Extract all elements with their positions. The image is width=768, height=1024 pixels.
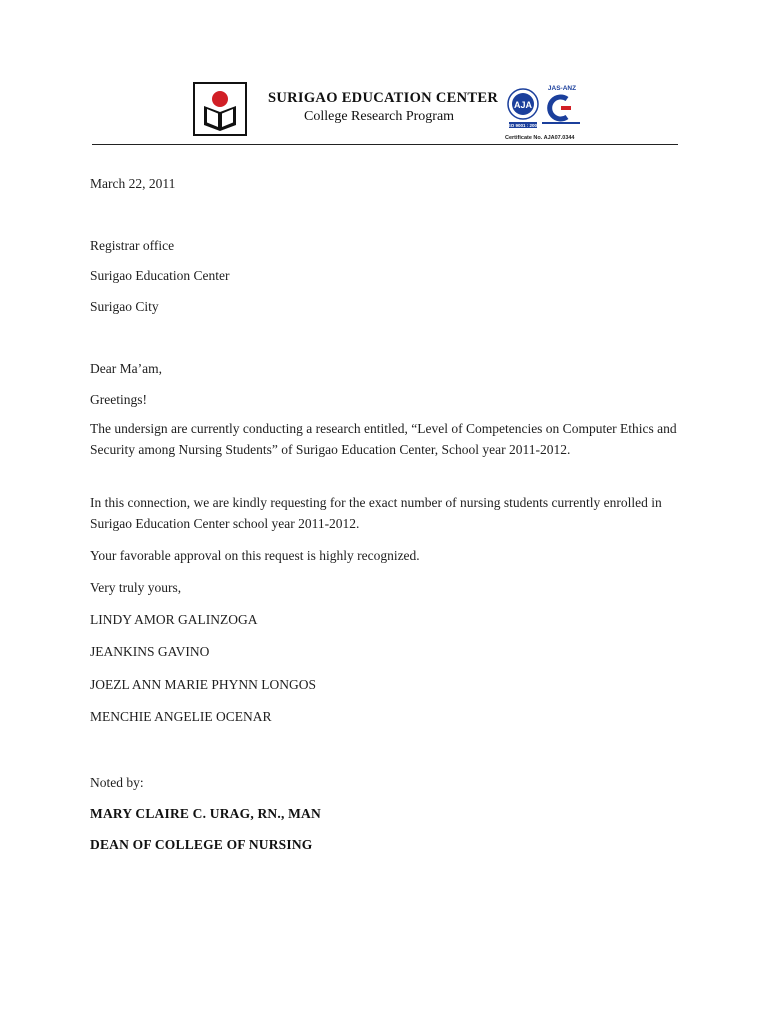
svg-text:JAS-ANZ: JAS-ANZ [547, 85, 577, 92]
iso-certification-icon [505, 82, 585, 136]
closing: Very truly yours, [90, 580, 182, 595]
greeting: Greetings! [90, 392, 147, 407]
salutation: Dear Ma’am, [90, 361, 162, 376]
program-name: College Research Program [304, 109, 455, 124]
svg-text:AJA: AJA [513, 100, 533, 110]
svg-text:ISO 9001 : 2008: ISO 9001 : 2008 [506, 123, 540, 128]
certificate-number: Certificate No. AJA07.0344 [505, 135, 575, 141]
school-logo-emblem-icon [195, 84, 245, 134]
signatory-4: MENCHIE ANGELIE OCENAR [90, 709, 272, 724]
noted-by-title: DEAN OF COLLEGE OF NURSING [90, 837, 313, 852]
body-paragraph-2: In this connection, we are kindly requesting for the exact number of nursing students currently enrolled in Surigao Education Center school year 2011-2012. [90, 495, 662, 531]
letter-date: March 22, 2011 [90, 176, 176, 191]
recipient-line-1: Registrar office [90, 238, 175, 253]
signatory-1: LINDY AMOR GALINZOGA [90, 612, 258, 627]
signatory-2: JEANKINS GAVINO [90, 644, 210, 659]
organization-name: SURIGAO EDUCATION CENTER [268, 90, 499, 106]
noted-by-name: MARY CLAIRE C. URAG, RN., MAN [90, 806, 321, 821]
body-paragraph-3: Your favorable approval on this request is highly recognized. [90, 548, 420, 563]
noted-by-label: Noted by: [90, 775, 144, 790]
certification-badge [505, 82, 585, 142]
body-paragraph-1: The undersign are currently conducting a research entitled, “Level of Competencies on Computer Ethics and Security among Nursing Students” of Surigao Education Center, School year 2011-2012. [90, 421, 677, 457]
recipient-line-3: Surigao City [90, 299, 159, 314]
signatory-3: JOEZL ANN MARIE PHYNN LONGOS [90, 677, 316, 692]
recipient-line-2: Surigao Education Center [90, 268, 230, 283]
header-divider [92, 144, 678, 145]
school-logo [193, 82, 247, 136]
